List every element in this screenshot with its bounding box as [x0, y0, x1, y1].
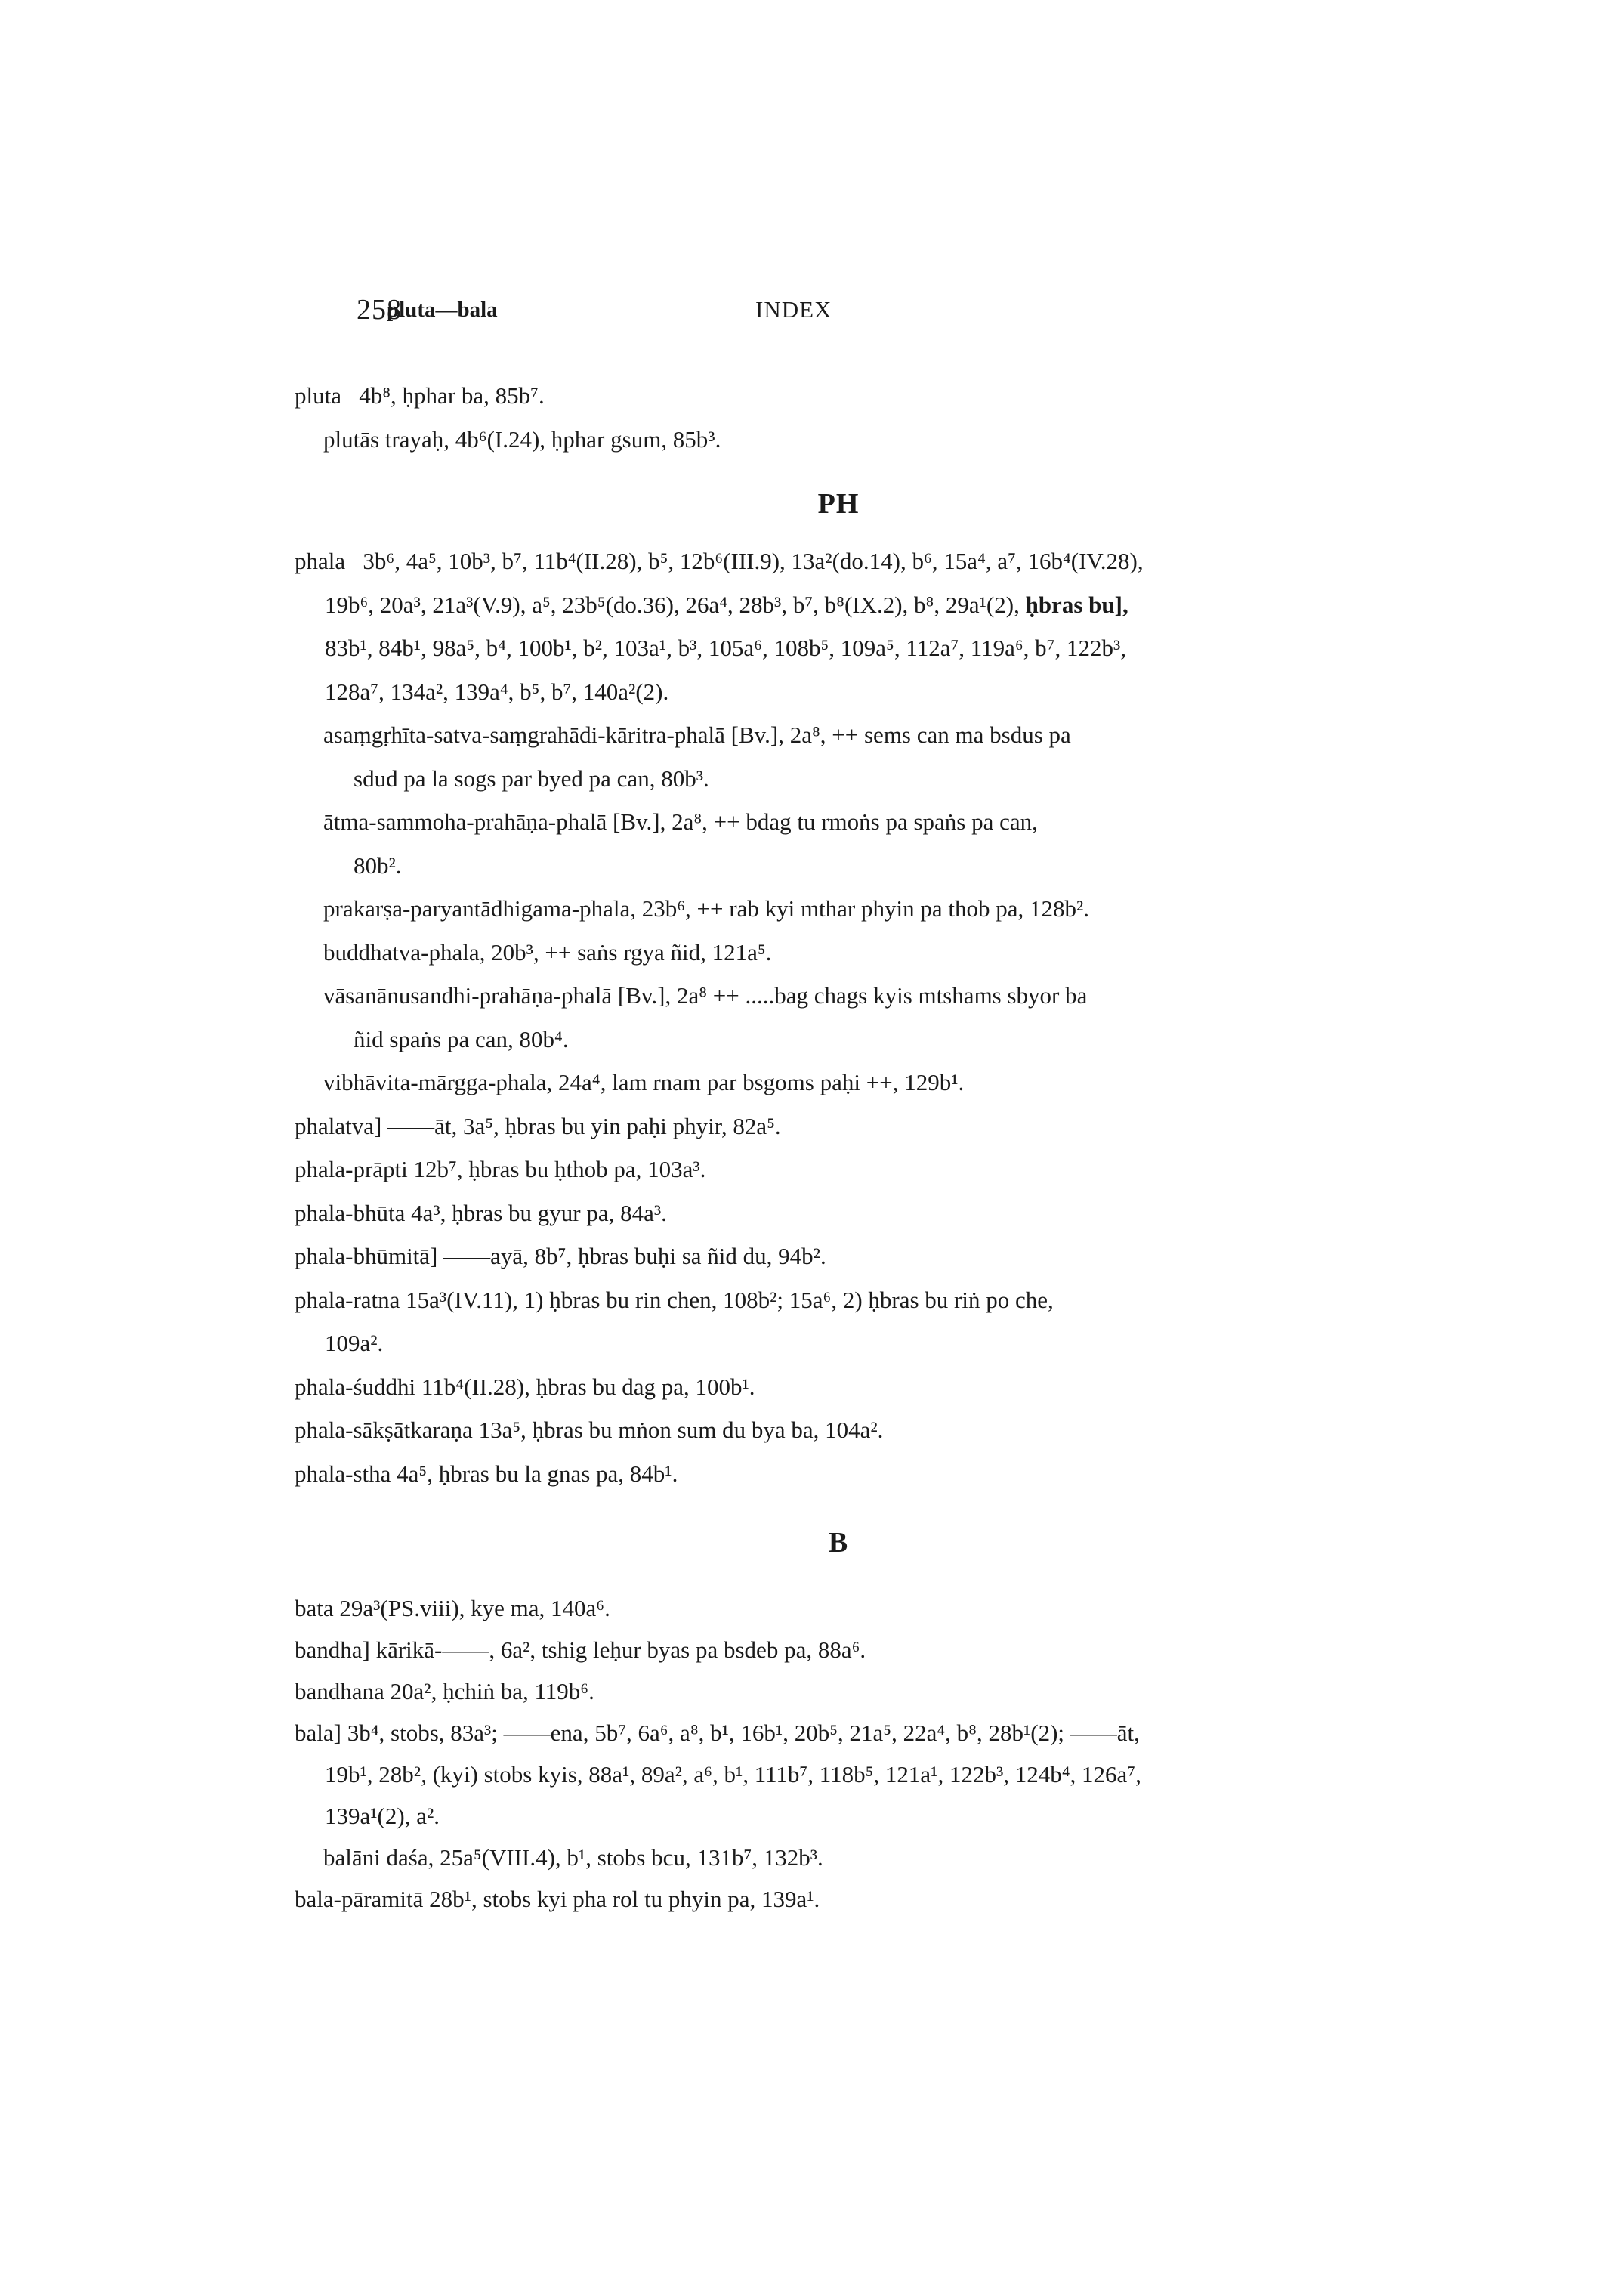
entry-bata: bata 29a³(PS.viii), kye ma, 140a⁶. — [295, 1595, 610, 1621]
entry-headword: plutās trayaḥ, — [323, 425, 450, 453]
entry-text: 19b⁶, 20a³, 21a³(V.9), a⁵, 23b⁵(do.36), 26a⁴, 28b³, b⁷, b⁸(IX.2), b⁸, 29a¹(2), — [325, 591, 1020, 618]
entry-headword: phala — [295, 548, 346, 574]
entry-balani-dasa: balāni daśa, 25a⁵(VIII.4), b¹, stobs bcu, 131b⁷, 132b³. — [323, 1844, 823, 1871]
entry-atma-line2: 80b². — [354, 851, 402, 879]
entry-text: 4b⁸, ḥphar ba, 85b⁷. — [359, 382, 545, 409]
entry-phala-suddhi: phala-śuddhi 11b⁴(II.28), ḥbras bu dag pa, 100b¹. — [295, 1373, 755, 1400]
entry-phala-stha: phala-stha 4a⁵, ḥbras bu la gnas pa, 84b¹. — [295, 1460, 678, 1487]
entry-phalatva: phalatva] ——āt, 3a⁵, ḥbras bu yin paḥi phyir, 82a⁵. — [295, 1112, 781, 1139]
entry-text: 4b⁶(I.24), ḥphar gsum, 85b³. — [455, 425, 721, 453]
running-head — [0, 293, 1624, 338]
index-content — [295, 374, 1382, 1920]
entry-bala: bala] 3b⁴, stobs, 83a³; ——ena, 5b⁷, 6a⁶, a⁸, b¹, 16b¹, 20b⁵, 21a⁵, 22a⁴, b⁸, 28b¹(2); ——āt, — [295, 1720, 1140, 1746]
entry-asamgrhita: asaṃgṛhīta-satva-saṃgrahādi-kāritra-phalā [Bv.], 2a⁸, ++ sems can ma bsdus pa — [323, 722, 1071, 748]
entry-bandha: bandha] kārikā-——, 6a², tshig leḥur byas pa bsdeb pa, 88a⁶. — [295, 1636, 866, 1663]
letter-heading-b: B — [828, 1527, 849, 1559]
entry-phala — [295, 539, 1382, 583]
entry-bala-paramita: bala-pāramitā 28b¹, stobs kyi pha rol tu phyin pa, 139a¹. — [295, 1886, 820, 1912]
entry-text: 3b⁶, 4a⁵, 10b³, b⁷, 11b⁴(II.28), b⁵, 12b⁶(III.9), 13a²(do.14), b⁶, 15a⁴, a⁷, 16b⁴(IV.28), — [363, 548, 1144, 574]
entry-asamgrhita-line2: sdud pa la sogs par byed pa can, 80b³. — [354, 765, 709, 792]
entry-plutas-trayah — [295, 418, 1382, 462]
entry-phala-ratna-line2: 109a². — [325, 1330, 384, 1356]
entry-vasananusandhi: vāsanānusandhi-prahāṇa-phalā [Bv.], 2a⁸ ++ .....bag chags kyis mtshams sbyor ba — [323, 982, 1088, 1009]
entry-bala-line3: 139a¹(2), a². — [325, 1803, 440, 1829]
entry-phala-line3: 83b¹, 84b¹, 98a⁵, b⁴, 100b¹, b², 103a¹, b³, 105a⁶, 108b⁵, 109a⁵, 112a⁷, 119a⁶, b⁷, 122b³, — [325, 635, 1127, 661]
entry-atma: ātma-sammoha-prahāṇa-phalā [Bv.], 2a⁸, ++ bdag tu rmoṅs pa spaṅs pa can, — [323, 808, 1038, 835]
entry-phala-saksatkarana: phala-sākṣātkaraṇa 13a⁵, ḥbras bu mṅon sum du bya ba, 104a². — [295, 1417, 884, 1443]
section-title: INDEX — [755, 296, 832, 323]
entry-phala-prapti: phala-prāpti 12b⁷, ḥbras bu ḥthob pa, 103a³. — [295, 1156, 706, 1182]
entry-prakarsa: prakarṣa-paryantādhigama-phala, 23b⁶, ++ rab kyi mthar phyin pa thob pa, 128b². — [323, 895, 1090, 922]
letter-heading-ph: PH — [817, 488, 860, 520]
entry-phala-ratna: phala-ratna 15a³(IV.11), 1) ḥbras bu rin chen, 108b²; 15a⁶, 2) ḥbras bu riṅ po che, — [295, 1286, 1054, 1313]
entry-vasananusandhi-line2: ñid spaṅs pa can, 80b⁴. — [354, 1025, 569, 1052]
entry-phala-line4: 128a⁷, 134a², 139a⁴, b⁵, b⁷, 140a²(2). — [325, 678, 669, 705]
entry-phala-bhumita: phala-bhūmitā] ——ayā, 8b⁷, ḥbras buḥi sa ñid du, 94b². — [295, 1243, 826, 1269]
entry-buddhatva: buddhatva-phala, 20b³, ++ saṅs rgya ñid, 121a⁵. — [323, 938, 772, 966]
entry-bala-line2: 19b¹, 28b², (kyi) stobs kyis, 88a¹, 89a², a⁶, b¹, 111b⁷, 118b⁵, 121a¹, 122b³, 124b⁴, 126a⁷, — [325, 1761, 1141, 1788]
entry-headword: pluta — [295, 382, 341, 409]
entry-text-bold: ḥbras bu], — [1025, 591, 1128, 618]
head-words: pluta—bala — [387, 298, 498, 322]
entry-phala-bhuta: phala-bhūta 4a³, ḥbras bu gyur pa, 84a³. — [295, 1199, 667, 1226]
entry-phala-line2 — [295, 583, 1382, 627]
entry-pluta — [295, 374, 1382, 418]
page-number: 258 — [357, 294, 402, 326]
entry-bandhana: bandhana 20a², ḥchiṅ ba, 119b⁶. — [295, 1678, 594, 1704]
entry-vibhavita: vibhāvita-mārgga-phala, 24a⁴, lam rnam par bsgoms paḥi ++, 129b¹. — [323, 1069, 965, 1095]
